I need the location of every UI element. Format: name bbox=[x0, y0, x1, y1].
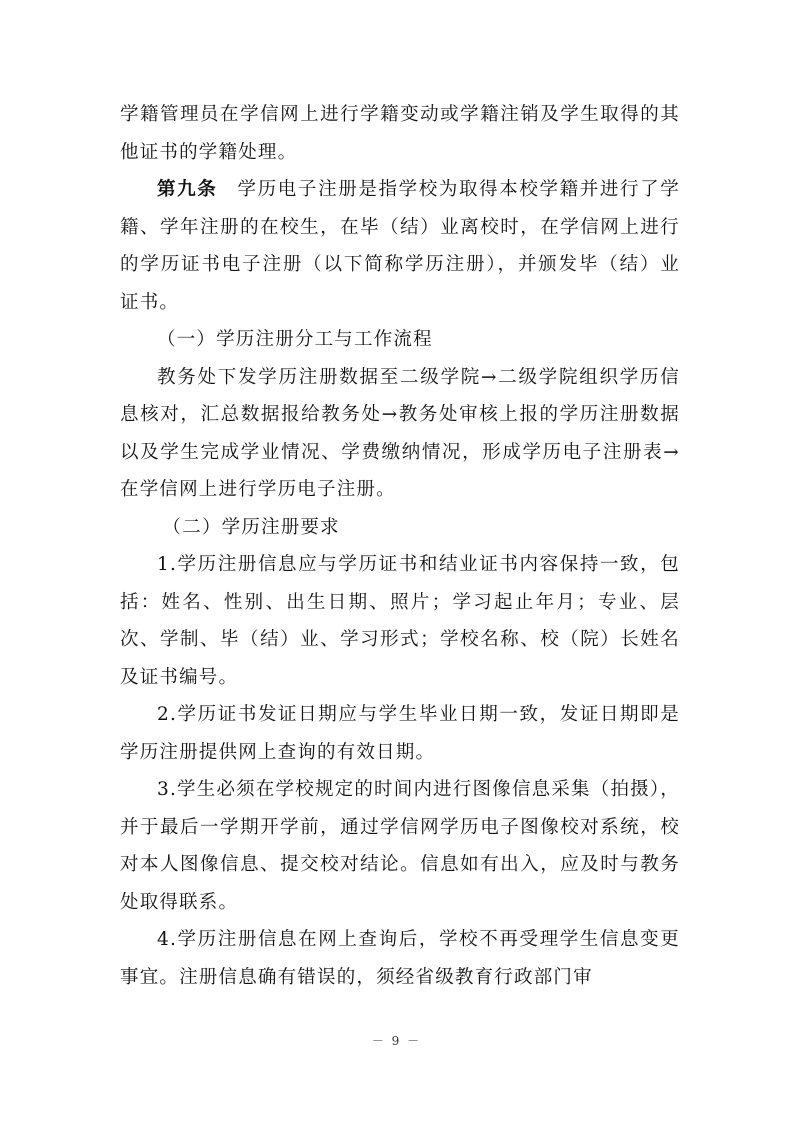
page-number: － 9 － bbox=[371, 1034, 422, 1048]
requirement-item-3: 3.学生必须在学校规定的时间内进行图像信息采集（拍摄），并于最后一学期开学前，通过学信网学历电子图像校对系统，校对本人图像信息、提交校对结论。信息如有出入，应及时与教务处取得联系。 bbox=[120, 779, 681, 913]
section-heading-two: （二）学历注册要求 bbox=[162, 516, 340, 538]
requirement-item-2: 2.学历证书发证日期应与学生毕业日期一致，发证日期即是学历注册提供网上查询的有效日期。 bbox=[120, 704, 680, 763]
requirement-item-4: 4.学历注册信息在网上查询后，学校不再受理学生信息变更事宜。注册信息确有错误的，须经省级教育行政部门审 bbox=[120, 929, 680, 988]
section-heading-one: （一）学历注册分工与工作流程 bbox=[157, 329, 433, 350]
workflow-paragraph: 教务处下发学历注册数据至二级学院→二级学院组织学历信息核对，汇总数据报给教务处→教务处审核上报的学历注册数据以及学生完成学业情况、学费缴纳情况，形成学历电子注册表→在学信网上进行学历电子注册。 bbox=[120, 366, 680, 500]
article-heading: 第九条 bbox=[157, 179, 218, 200]
article-nine-text: 学历电子注册是指学校为取得本校学籍并进行了学籍、学年注册的在校生，在毕（结）业离校时，在学信网上进行的学历证书电子注册（以下简称学历注册），并颁发毕（结）业证书。 bbox=[120, 179, 680, 313]
article-nine-paragraph bbox=[120, 171, 680, 321]
requirement-item-1: 1.学历注册信息应与学历证书和结业证书内容保持一致，包括：姓名、性别、出生日期、照片；学习起止年月；专业、层次、学制、毕（结）业、学习形式；学校名称、校（院）长姓名及证书编号。 bbox=[120, 554, 680, 688]
paragraph-continuation: 学籍管理员在学信网上进行学籍变动或学籍注销及学生取得的其他证书的学籍处理。 bbox=[120, 104, 680, 163]
document-body bbox=[120, 96, 680, 996]
